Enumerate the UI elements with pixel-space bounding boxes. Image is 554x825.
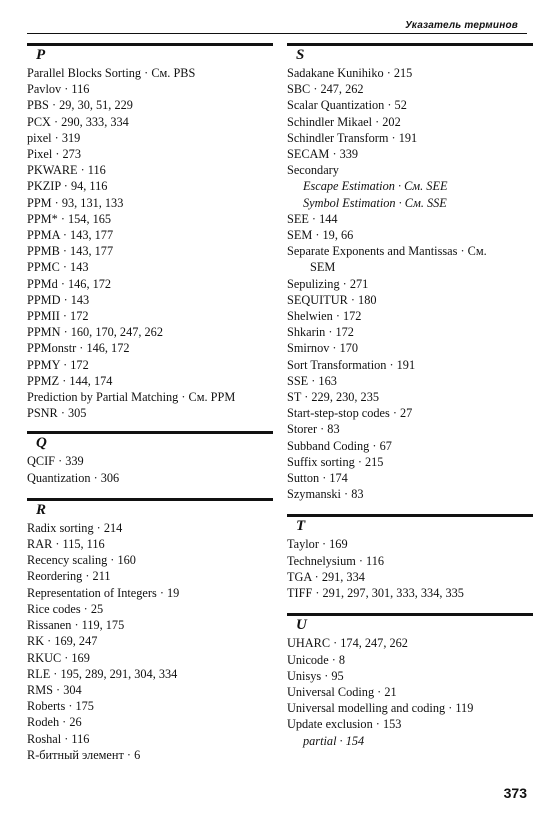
index-entry: PKWARE · 116 <box>27 163 106 178</box>
page-number: 373 <box>503 785 527 801</box>
index-entry: PPMB · 143, 177 <box>27 244 114 259</box>
section-letter: T <box>296 518 306 535</box>
section-letter: P <box>36 47 46 63</box>
index-entry: PPM · 93, 131, 133 <box>27 195 124 210</box>
index-entry: Sutton · 174 <box>287 471 348 486</box>
index-entry: Schindler Mikael · 202 <box>287 114 401 129</box>
index-entry: Universal modelling and coding · 119 <box>287 701 474 716</box>
index-subentry: Symbol Estimation · См. SSE <box>303 195 447 210</box>
index-entry: SEQUITUR · 180 <box>287 292 377 307</box>
index-entry: Taylor · 169 <box>287 537 348 552</box>
index-entry: RK · 169, 247 <box>27 634 98 649</box>
index-entry: PPM* · 154, 165 <box>27 211 112 226</box>
index-entry: RLE · 195, 289, 291, 304, 334 <box>27 666 178 681</box>
right-column <box>287 43 533 749</box>
section-letter: Q <box>36 435 47 452</box>
section-letter: U <box>296 617 307 634</box>
index-entry: RAR · 115, 116 <box>27 537 105 552</box>
index-entry: Unisys · 95 <box>287 668 344 683</box>
index-entry: Recency scaling · 160 <box>27 553 136 568</box>
index-entry: PPMonstr · 146, 172 <box>27 341 130 356</box>
index-entry: PPMC · 143 <box>27 260 89 275</box>
index-entry: Szymanski · 83 <box>287 487 364 502</box>
index-entry: Shelwien · 172 <box>287 309 362 324</box>
index-entry: Sort Transformation · 191 <box>287 357 416 372</box>
index-entry: PPMY · 172 <box>27 357 89 372</box>
index-section-s <box>287 43 533 502</box>
index-entry: QCIF · 339 <box>27 454 84 469</box>
index-section-t <box>287 514 533 601</box>
section-gap <box>287 502 533 514</box>
index-subentry: partial · 154 <box>303 733 365 748</box>
index-entry: Secondary <box>287 163 339 178</box>
index-entry: pixel · 319 <box>27 130 81 145</box>
index-entry: Quantization · 306 <box>27 470 120 485</box>
index-entry: Unicode · 8 <box>287 652 346 667</box>
index-entry: Start-step-stop codes · 27 <box>287 406 413 421</box>
index-entry: Reordering · 211 <box>27 569 111 584</box>
section-gap <box>27 486 273 498</box>
section-letter: R <box>36 501 47 518</box>
index-entry: PBS · 29, 30, 51, 229 <box>27 98 133 113</box>
index-entry: Prediction by Partial Matching · См. PPM <box>27 390 236 405</box>
index-entry: Separate Exponents and Mantissas · См. <box>287 244 487 259</box>
index-entry: Parallel Blocks Sorting · См. PBS <box>27 66 196 80</box>
index-subentry: Escape Estimation · См. SEE <box>303 179 448 194</box>
index-entry: PSNR · 305 <box>27 406 87 421</box>
index-section-r <box>27 498 273 763</box>
index-entry-continuation: SEM <box>310 260 336 275</box>
index-entry: PPMA · 143, 177 <box>27 228 114 243</box>
section-letter: S <box>296 47 305 63</box>
index-entry: RMS · 304 <box>27 682 82 697</box>
section-gap <box>27 421 273 431</box>
index-entry: PKZIP · 94, 116 <box>27 179 108 194</box>
index-entry: PPMd · 146, 172 <box>27 276 112 291</box>
index-entry: RKUC · 169 <box>27 650 90 665</box>
section-gap <box>287 601 533 613</box>
index-entry: R-битный элемент · 6 <box>27 747 141 762</box>
index-entry: Radix sorting · 214 <box>27 520 123 535</box>
index-section-p <box>27 43 273 421</box>
index-entry: SECAM · 339 <box>287 147 359 162</box>
index-entry: UHARC · 174, 247, 262 <box>287 636 408 651</box>
index-entry: Pixel · 273 <box>27 147 81 162</box>
index-entry: Scalar Quantization · 52 <box>287 98 407 113</box>
index-entry: Subband Coding · 67 <box>287 438 392 453</box>
index-entry: Rice codes · 25 <box>27 601 104 616</box>
index-entry: Smirnov · 170 <box>287 341 359 356</box>
index-entry: SEE · 144 <box>287 211 338 226</box>
index-entry: Representation of Integers · 19 <box>27 585 180 600</box>
index-entry: PPMN · 160, 170, 247, 262 <box>27 325 163 340</box>
index-entry: PPMZ · 144, 174 <box>27 373 113 388</box>
index-entry: PPMII · 172 <box>27 309 89 324</box>
index-entry: ST · 229, 230, 235 <box>287 390 380 405</box>
index-entry: Storer · 83 <box>287 422 340 437</box>
index-entry: Sadakane Kunihiko · 215 <box>287 66 413 80</box>
running-head: Указатель терминов <box>405 20 518 31</box>
index-entry: TIFF · 291, 297, 301, 333, 334, 335 <box>287 586 464 601</box>
index-entry: SBC · 247, 262 <box>287 82 364 97</box>
index-entry: Sepulizing · 271 <box>287 276 369 291</box>
left-column <box>27 43 273 763</box>
index-entry: Suffix sorting · 215 <box>287 454 384 469</box>
index-section-q <box>27 431 273 485</box>
index-entry: Technelysium · 116 <box>287 553 385 568</box>
index-entry: Update exclusion · 153 <box>287 717 402 732</box>
index-entry: Schindler Transform · 191 <box>287 130 418 145</box>
index-entry: PPMD · 143 <box>27 292 90 307</box>
index-entry: Rodeh · 26 <box>27 715 82 730</box>
index-entry: Pavlov · 116 <box>27 82 90 97</box>
index-entry: SEM · 19, 66 <box>287 228 354 243</box>
index-entry: Roshal · 116 <box>27 731 90 746</box>
index-entry: SSE · 163 <box>287 373 337 388</box>
index-entry: Universal Coding · 21 <box>287 684 397 699</box>
index-section-u <box>287 613 533 748</box>
header-rule <box>27 33 527 34</box>
index-entry: TGA · 291, 334 <box>287 569 365 584</box>
index-entry: Rissanen · 119, 175 <box>27 618 125 633</box>
index-entry: Shkarin · 172 <box>287 325 354 340</box>
index-entry: PCX · 290, 333, 334 <box>27 114 129 129</box>
index-entry: Roberts · 175 <box>27 699 94 714</box>
